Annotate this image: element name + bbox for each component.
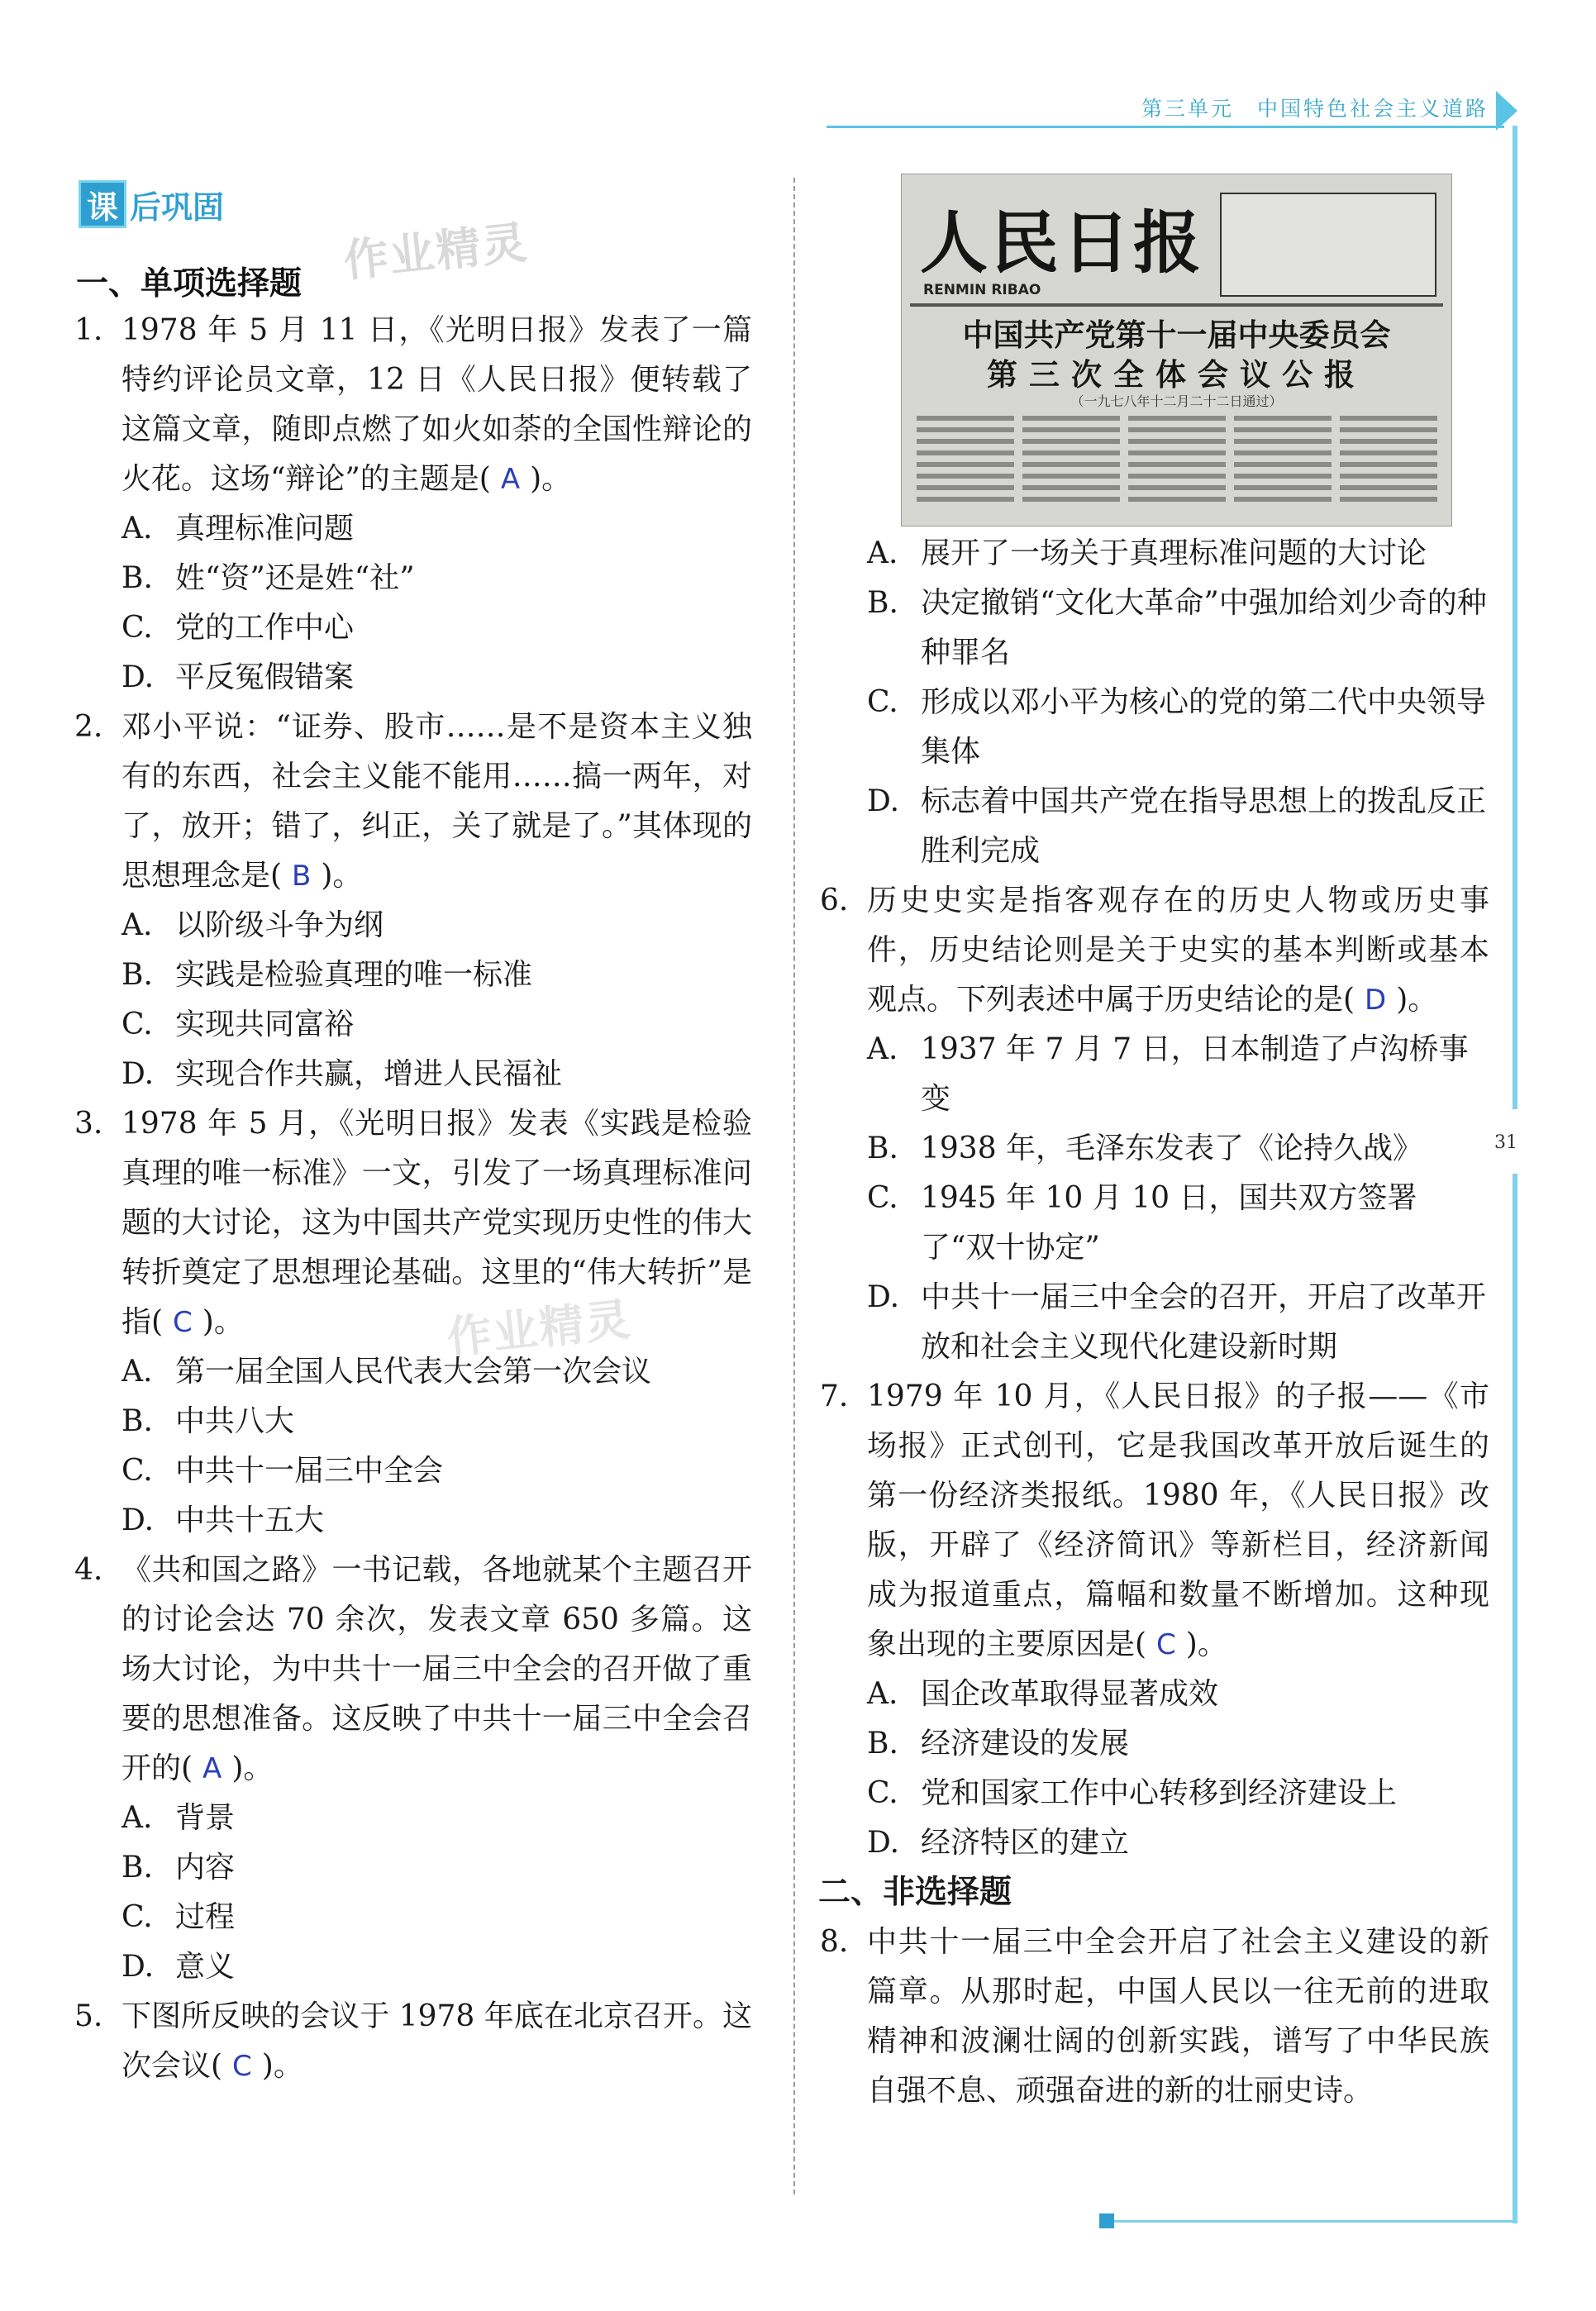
option: A. 1937 年 7 月 7 日，日本制造了卢沟桥事变 (867, 1032, 1469, 1116)
option: D. 意义 (121, 1950, 236, 1984)
section-badge (79, 180, 224, 228)
option: A. 以阶级斗争为纲 (121, 908, 384, 942)
column-divider (793, 178, 795, 2194)
question-5-options (820, 529, 1489, 876)
question-stem: 1978 年 5 月，《光明日报》发表《实践是检验真理的唯一标准》一文，引发了一场真理标准问题的大讨论，这为中国共产党实现历史性的伟大转折奠定了思想理论基础。这里的“伟大转折”是指( C )。 (121, 1099, 752, 1347)
newspaper-rule (910, 303, 1443, 307)
newspaper-headline: 第三次全体会议公报 (987, 357, 1366, 393)
side-rail (1513, 1174, 1517, 2223)
option: C. 1945 年 10 月 10 日，国共双方签署了“双十协定” (867, 1181, 1417, 1265)
side-rail (1513, 126, 1517, 1109)
newspaper-dateline: （一九七八年十二月二十二日通过） (1070, 393, 1283, 409)
newspaper-text-column (1128, 416, 1226, 519)
badge-box: 课 (79, 180, 126, 228)
option: B. 实践是检验真理的唯一标准 (121, 958, 533, 992)
option: A. 展开了一场关于真理标准问题的大讨论 (867, 536, 1427, 570)
option: C. 中共十一届三中全会 (121, 1454, 444, 1488)
option: D. 中共十一届三中全会的召开，开启了改革开放和社会主义现代化建设新时期 (867, 1280, 1487, 1364)
answer-mark: A (202, 1752, 222, 1785)
question-6 (820, 876, 1489, 1372)
option: D. 标志着中国共产党在指导思想上的拨乱反正胜利完成 (867, 784, 1487, 868)
question-number: 3. (74, 1107, 103, 1141)
question-stem: 1979 年 10 月，《人民日报》的子报——《市场报》正式创刊，它是我国改革开放后诞生的第一份经济类报纸。1980 年，《人民日报》改版，开辟了《经济简讯》等新栏目，经济新闻成为报道重点，篇幅和数量不断增加。这种现象出现的主要原因是( C )。 (867, 1372, 1489, 1670)
option: C. 党和国家工作中心转移到经济建设上 (867, 1776, 1398, 1810)
question-1 (74, 306, 752, 703)
answer-mark: C (232, 2050, 252, 2083)
watermark: 作业精灵 (341, 216, 531, 288)
question-number: 1. (74, 313, 103, 347)
question-stem: 历史史实是指客观存在的历史人物或历史事件，历史结论则是关于史实的基本判断或基本观点。下列表述中属于历史结论的是( D )。 (867, 876, 1489, 1025)
right-column (820, 529, 1489, 2116)
option: C. 党的工作中心 (121, 611, 355, 645)
question-stem: 1978 年 5 月 11 日，《光明日报》发表了一篇特约评论员文章，12 日《人民日报》便转载了这篇文章，随即点燃了如火如荼的全国性辩论的火花。这场“辩论”的主题是( A )。 (121, 306, 752, 504)
question-number: 6. (820, 884, 849, 917)
question-stem: 邓小平说：“证券、股市……是不是资本主义独有的东西，社会主义能不能用……搞一两年，对了，放开；错了，纠正，关了就是了。”其体现的思想理念是( B )。 (121, 703, 752, 901)
option: B. 决定撤销“文化大革命”中强加给刘少奇的种种罪名 (867, 586, 1487, 669)
question-stem: 中共十一届三中全会开启了社会主义建设的新篇章。从那时起，中国人民以一往无前的进取精神和波澜壮阔的创新实践，谱写了中华民族自强不息、顽强奋进的新的壮丽史诗。 (867, 1925, 1489, 2108)
answer-mark: B (292, 860, 312, 893)
option: A. 国企改革取得显著成效 (867, 1677, 1219, 1711)
newspaper-masthead: 人民日报 (920, 203, 1205, 283)
option: A. 第一届全国人民代表大会第一次会议 (121, 1355, 652, 1389)
newspaper-text-column (1234, 416, 1332, 519)
header-rule (827, 126, 1504, 128)
question-stem: 下图所反映的会议于 1978 年底在北京召开。这次会议( C )。 (121, 1992, 752, 2091)
answer-mark: D (1365, 984, 1387, 1017)
page-number: 31 (1494, 1132, 1517, 1153)
badge-text: 后巩固 (130, 188, 225, 226)
option: C. 形成以邓小平为核心的党的第二代中央领导集体 (867, 685, 1487, 769)
newspaper-text-column (1340, 416, 1437, 519)
newspaper-headline: 中国共产党第十一届中央委员会 (962, 317, 1391, 353)
section-heading-single-choice: 一、单项选择题 (76, 265, 303, 303)
option: D. 经济特区的建立 (867, 1826, 1130, 1860)
answer-mark: C (1156, 1628, 1176, 1661)
question-number: 2. (74, 710, 103, 744)
newspaper-quote-box (1220, 193, 1436, 297)
newspaper-text-column (1022, 416, 1120, 519)
option: D. 实现合作共赢，增进人民福祉 (121, 1057, 563, 1091)
option: D. 平反冤假错案 (121, 660, 355, 694)
option: A. 真理标准问题 (121, 512, 355, 546)
question-8 (820, 1918, 1489, 2116)
newspaper-text-column (917, 416, 1014, 519)
option: B. 内容 (121, 1851, 236, 1885)
option: B. 姓“资”还是姓“社” (121, 561, 415, 595)
question-number: 7. (820, 1379, 849, 1413)
newspaper-english-name: RENMIN RIBAO (923, 282, 1041, 298)
running-header: 第三单元 中国特色社会主义道路 (1141, 97, 1489, 121)
question-number: 4. (74, 1553, 103, 1587)
bottom-rule (1106, 2220, 1517, 2223)
question-number: 8. (820, 1925, 849, 1959)
option: A. 背景 (121, 1801, 236, 1835)
question-5 (74, 1992, 752, 2091)
option: C. 实现共同富裕 (121, 1008, 355, 1041)
watermark: 作业精灵 (444, 1293, 635, 1365)
option: B. 中共八大 (121, 1404, 295, 1438)
question-2 (74, 703, 752, 1099)
question-3 (74, 1099, 752, 1546)
question-stem: 《共和国之路》一书记载，各地就某个主题召开的讨论会达 70 余次，发表文章 650 多篇。这场大讨论，为中共十一届三中全会的召开做了重要的思想准备。这反映了中共十一届三中全会召开的( A )。 (121, 1546, 752, 1794)
bottom-square-icon (1099, 2213, 1114, 2228)
section-heading-non-choice: 二、非选择题 (818, 1874, 1012, 1911)
question-7 (820, 1372, 1489, 1868)
option: C. 过程 (121, 1900, 236, 1934)
option: D. 中共十五大 (121, 1503, 325, 1537)
header-arrow-icon (1496, 91, 1517, 131)
answer-mark: C (173, 1306, 193, 1339)
newspaper-image (901, 174, 1452, 527)
left-column (74, 306, 752, 2091)
option: B. 经济建设的发展 (867, 1727, 1130, 1761)
question-number: 5. (74, 1999, 103, 2033)
option: B. 1938 年，毛泽东发表了《论持久战》 (867, 1132, 1423, 1165)
question-4 (74, 1546, 752, 1992)
answer-mark: A (500, 463, 521, 496)
